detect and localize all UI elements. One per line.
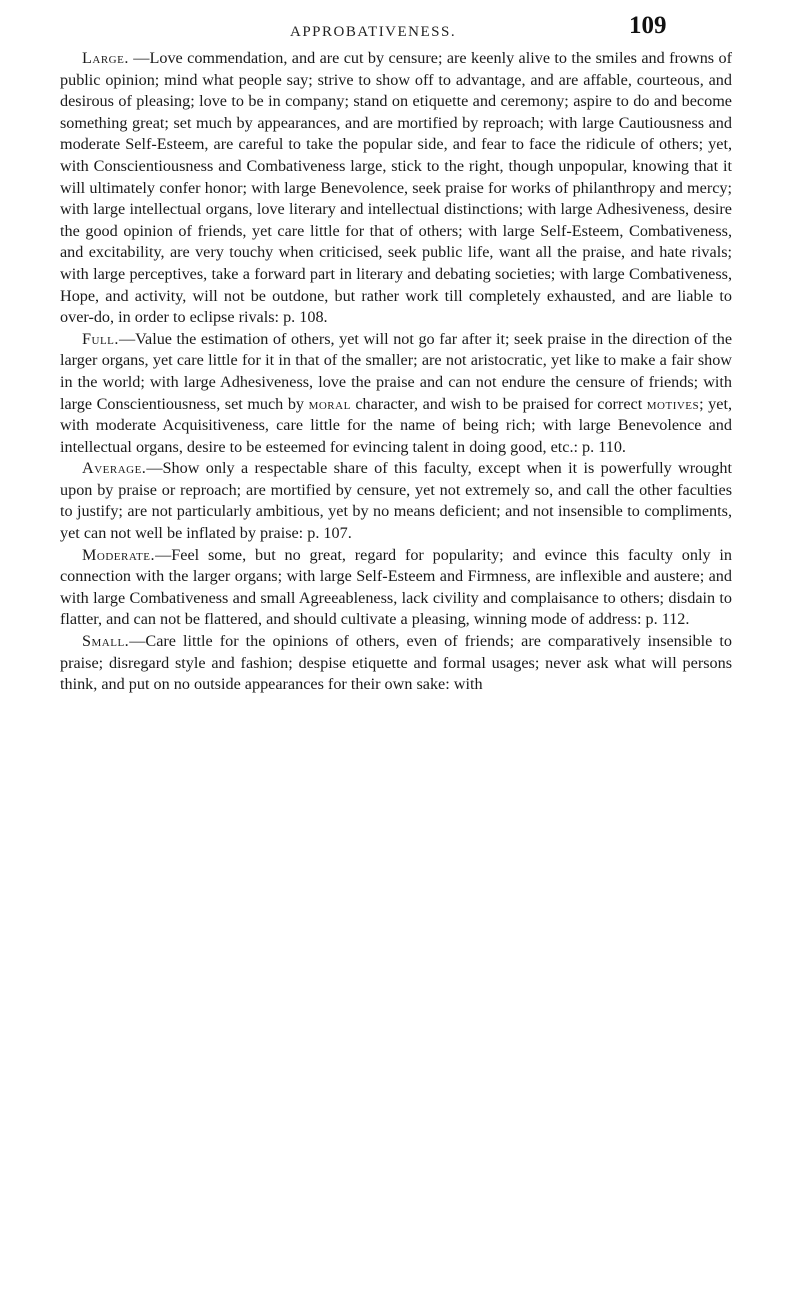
page-number: 109: [629, 12, 667, 39]
degree-label-average: Average.: [82, 459, 147, 478]
degree-label-large: Large.: [82, 49, 129, 67]
degree-label-small: Small.: [82, 632, 130, 651]
body-text: [60, 48, 732, 696]
small-caps-motives: motives: [646, 394, 700, 413]
degree-label-full: Full.: [82, 329, 119, 348]
paragraph-small: [60, 631, 732, 696]
paragraph-average: [60, 458, 732, 544]
paragraph-moderate-text: —Feel some, but no great, regard for popularity; and evince this faculty only in connection with the larger organs; with large Self-Esteem and Firmness, are inflexible and austere; and with large Combativeness and small Agreeableness, lack civility and complaisance to others; disdain to flatter, and can not be flattered, and should cultivate a pleasing, winning mode of address: p. 112.: [60, 545, 732, 629]
small-caps-moral: moral: [308, 394, 351, 413]
paragraph-moderate: [60, 545, 732, 631]
paragraph-average-text: —Show only a respectable share of this faculty, except when it is powerfully wrought upon by praise or reproach; are mortified by censure, yet not extremely so, and call the other faculties to justify; are not particularly ambitious, yet by no means deficient; and not insensible to compliments, yet can not well be inflated by praise: p. 107.: [60, 459, 732, 543]
running-title: APPROBATIVENESS.: [290, 24, 457, 40]
paragraph-small-text: —Care little for the opinions of others, even of friends; are comparatively insensible to praise; disregard style and fashion; despise etiquette and formal usages; never ask what will persons think, and put on no outside appearances for their own sake: with: [60, 632, 732, 694]
paragraph-large-text: —Love commendation, and are cut by censure; are keenly alive to the smiles and frowns of public opinion; mind what people say; strive to show off to advantage, and are affable, courteous, and desirous of pleasing; love to be in company; stand on etiquette and ceremony; aspire to do and become something great; set much by appearances, and are mortified by reproach; with large Cautiousness and moderate Self-Esteem, are careful to take the popular side, and fear to face the ridicule of others; yet, with Conscientiousness and Combativeness large, stick to the right, though unpopular, knowing that it will ultimately confer honor; with large Benevolence, seek praise for works of philanthropy and mercy; with large intellectual organs, love literary and intellectual distinctions; with large Adhesiveness, desire the good opinion of friends, yet care little for that of others; with large Self-Esteem, Combativeness, and excitability, are very touchy when criticised, seek public life, want all the praise, and hate rivals; with large perceptives, take a forward part in literary and debating societies; with large Combativeness, Hope, and activity, will not be outdone, but rather work till completely exhausted, and are liable to over-do, in order to eclipse rivals: p. 108.: [60, 49, 732, 327]
paragraph-large: [60, 48, 732, 329]
running-head: [0, 6, 800, 46]
paragraph-full-text-middle: character, and wish to be praised for correct: [350, 394, 647, 413]
paragraph-full-text-before: —Value the estimation of others, yet will not go far after it; seek praise in the direction of the larger organs, yet care little for it in that of the smaller; are not aristocratic, yet like to make a fair show in the world; with large Adhesiveness, love the praise and can not endure the censure of friends; with large Conscientiousness, set much by: [60, 329, 732, 413]
degree-label-moderate: Moderate.: [82, 545, 156, 564]
paragraph-full: [60, 329, 732, 459]
paragraph-full-text-after: ; yet, with moderate Acquisitiveness, care little for the name of being rich; with large Benevolence and intellectual organs, desire to be esteemed for evincing talent in doing good, etc.: p. 110.: [60, 394, 733, 456]
